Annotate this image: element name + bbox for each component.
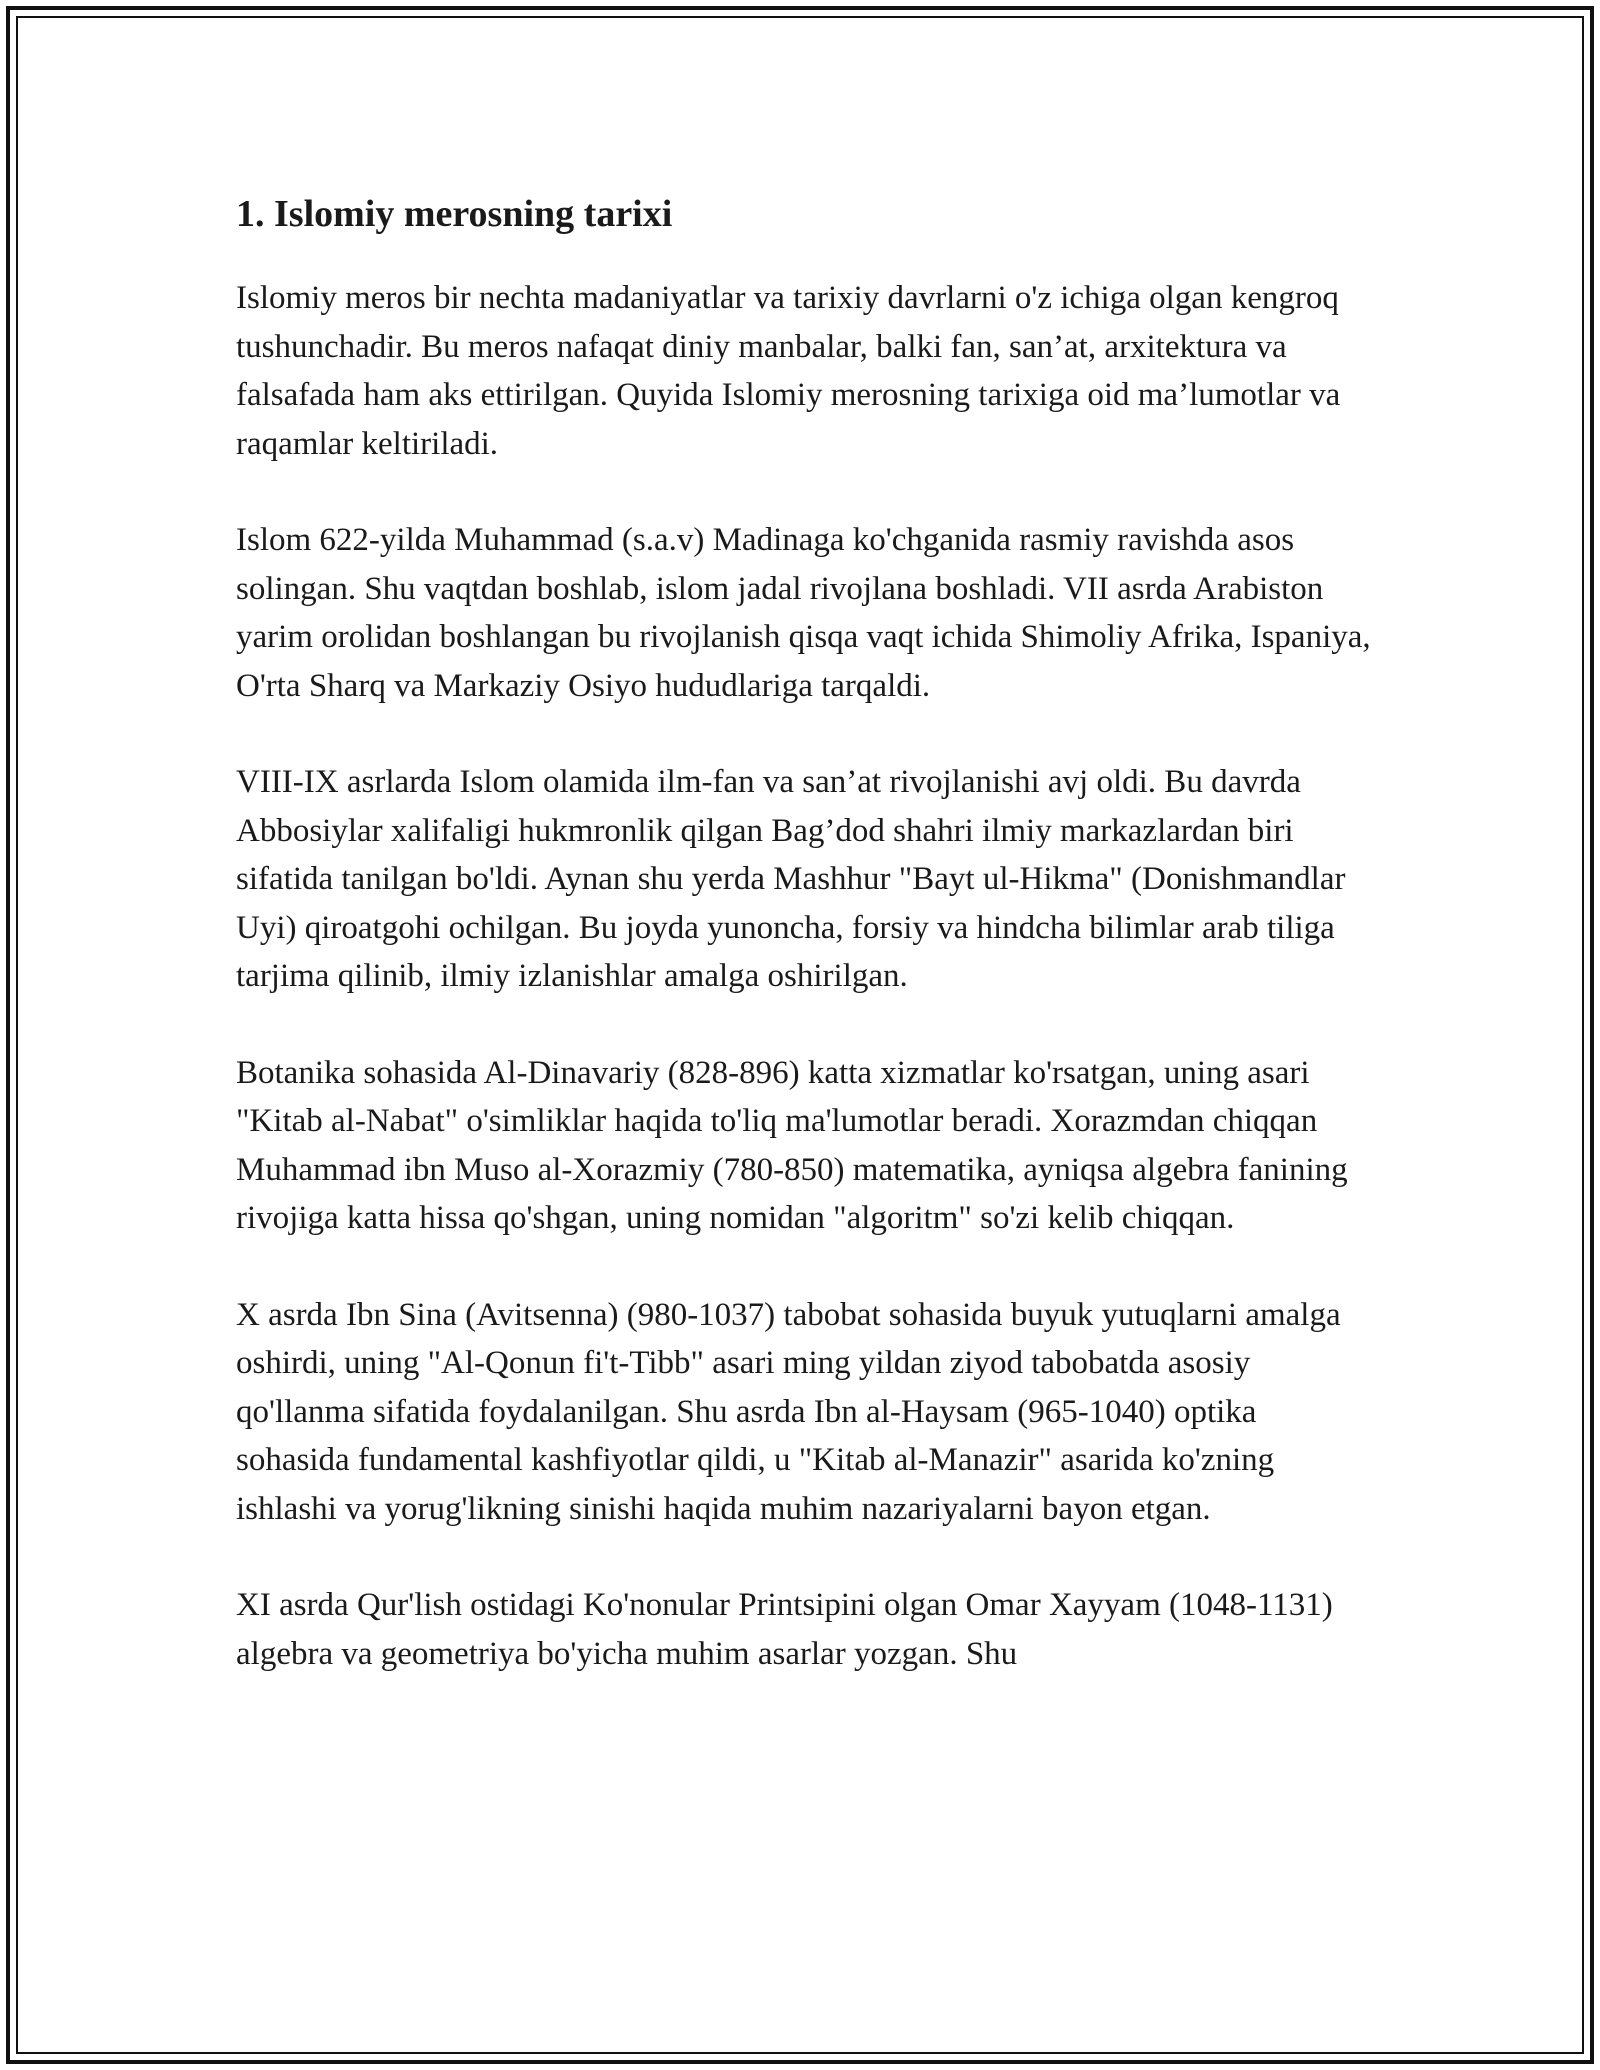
paragraph-golden-age: VIII-IX asrlarda Islom olamida ilm-fan va san’at rivojlanishi avj oldi. Bu davrda Abbosiylar xalifaligi hukmronlik qilgan Bag’dod shahri ilmiy markazlardan biri sifatida tanilgan bo'ldi. Aynan shu yerda Mashhur "Bayt ul-Hikma" (Donishmandlar Uyi) qiroatgohi ochilgan. Bu joyda yunoncha, forsiy va hindcha bilimlar arab tiliga tarjima qilinib, ilmiy izlanishlar amalga oshirilgan. (236, 764, 1346, 994)
paragraph-botany-math: Botanika sohasida Al-Dinavariy (828-896) katta xizmatlar ko'rsatgan, uning asari "Kitab al-Nabat" o'simliklar haqida to'liq ma'lumotlar beradi. Xorazmdan chiqqan Muhammad ibn Muso al-Xorazmiy (780-850) matematika, ayniqsa algebra fanining rivojiga katta hissa qo'shgan, uning nomidan "algoritm" so'zi kelib chiqqan. (236, 1054, 1348, 1236)
paragraph-khayyam: XI asrda Qur'lish ostidagi Ko'nonular Printsipini olgan Omar Xayyam (1048-1131) algebra va geometriya bo'yicha muhim asarlar yozgan. Shu (236, 1587, 1333, 1672)
document-body (236, 184, 1376, 1726)
paragraph-medicine-optics: X asrda Ibn Sina (Avitsenna) (980-1037) tabobat sohasida buyuk yutuqlarni amalga oshirdi, uning "Al-Qonun fi't-Tibb" asari ming yildan ziyod tabobatda asosiy qo'llanma sifatida foydalanilgan. Shu asrda Ibn al-Haysam (965-1040) optika sohasida fundamental kashfiyotlar qildi, u "Kitab al-Manazir" asarida ko'zning ishlashi va yorug'likning sinishi haqida muhim nazariyalarni bayon etgan. (236, 1296, 1341, 1527)
paragraph-origins: Islom 622-yilda Muhammad (s.a.v) Madinaga ko'chganida rasmiy ravishda asos solingan. Shu vaqtdan boshlab, islom jadal rivojlana boshladi. VII asrda Arabiston yarim orolidan boshlangan bu rivojlanish qisqa vaqt ichida Shimoliy Afrika, Ispaniya, O'rta Sharq va Markaziy Osiyo hududlariga tarqaldi. (236, 522, 1371, 704)
paragraph-intro: Islomiy meros bir nechta madaniyatlar va tarixiy davrlarni o'z ichiga olgan kengroq tushunchadir. Bu meros nafaqat diniy manbalar, balki fan, san’at, arxitektura va falsafada ham aks ettirilgan. Quyida Islomiy merosning tarixiga oid ma’lumotlar va raqamlar keltiriladi. (236, 280, 1341, 462)
section-heading: 1. Islomiy merosning tarixi (236, 193, 673, 235)
